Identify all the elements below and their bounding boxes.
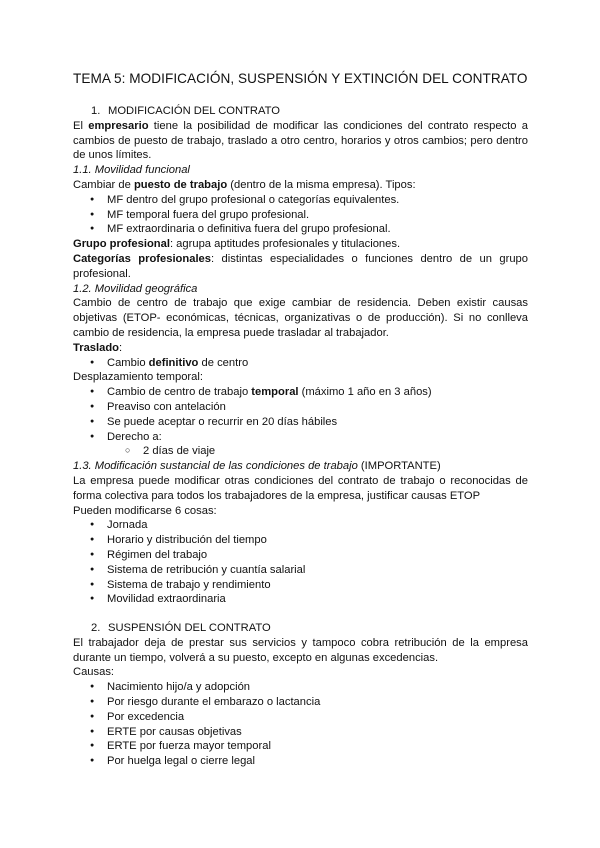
- list-item: ● Se puede aceptar o recurrir en 20 días hábiles: [73, 415, 528, 430]
- section-1-heading: 1. MODIFICACIÓN DEL CONTRATO: [91, 105, 280, 117]
- list-item: ● MF extraordinaria o definitiva fuera del grupo profesional.: [73, 222, 528, 237]
- list-item: ● MF dentro del grupo profesional o categorías equivalentes.: [73, 193, 528, 208]
- list-item: ● Horario y distribución del tiempo: [73, 533, 528, 548]
- list-item: ● Cambio definitivo de centro: [73, 356, 528, 371]
- list-item: ● ERTE por causas objetivas: [73, 725, 528, 740]
- grupo-profesional-definition: Grupo profesional: agrupa aptitudes profesionales y titulaciones.: [73, 238, 401, 251]
- list-item: ● Nacimiento hijo/a y adopción: [73, 680, 528, 695]
- list-item: ● Por excedencia: [73, 710, 528, 725]
- list-item: ● Por huelga legal o cierre legal: [73, 754, 528, 769]
- list-item: ● MF temporal fuera del grupo profesional.: [73, 208, 528, 223]
- list-item: ● ERTE por fuerza mayor temporal: [73, 739, 528, 754]
- section-2-text: El trabajador deja de prestar sus servicios y tampoco cobra retribución de la empresa durante un tiempo, volverá a su puesto, excepto en algunas excedencias.: [73, 636, 528, 664]
- causas-label: Causas:: [73, 666, 115, 679]
- list-item: ● Derecho a:: [73, 430, 528, 445]
- movilidad-funcional-list: [73, 193, 528, 237]
- modificables-intro: Pueden modificarse 6 cosas:: [73, 504, 217, 517]
- sub-list-item: ○ 2 días de viaje: [73, 444, 528, 459]
- document-body: [73, 104, 528, 769]
- subsection-1-1-title: 1.1. Movilidad funcional: [73, 164, 190, 177]
- list-item: ● Sistema de retribución y cuantía salarial: [73, 563, 528, 578]
- list-item: ● Sistema de trabajo y rendimiento: [73, 578, 528, 593]
- movilidad-geografica-text: Cambio de centro de trabajo que exige cambiar de residencia. Deben existir causas objetivas (ETOP- económicas, técnicas, organizativas o de producción). Si no conlleva cambio de residencia, la empresa puede trasladar al trabajador.: [73, 297, 528, 339]
- section-spacer: [73, 607, 528, 621]
- derecho-sublist: [73, 444, 528, 459]
- causas-list: [73, 680, 528, 769]
- list-item: ● Por riesgo durante el embarazo o lactancia: [73, 695, 528, 710]
- section-1-intro: El empresario tiene la posibilidad de modificar las condiciones del contrato respecto a cambios de puesto de trabajo, traslado a otro centro, horarios y otros cambios; pero dentro de unos límites.: [73, 119, 528, 162]
- list-item: ● Movilidad extraordinaria: [73, 592, 528, 607]
- section-2-heading: 2. SUSPENSIÓN DEL CONTRATO: [91, 622, 271, 635]
- categorias-profesionales-definition: Categorías profesionales: distintas especialidades o funciones dentro de un grupo profesional.: [73, 252, 528, 280]
- list-item: ● Cambio de centro de trabajo temporal (máximo 1 año en 3 años): [73, 385, 528, 400]
- desplazamiento-list: [73, 385, 528, 444]
- subsection-1-3-title: 1.3. Modificación sustancial de las condiciones de trabajo (IMPORTANTE): [73, 460, 441, 473]
- list-item: ● Jornada: [73, 518, 528, 533]
- list-item: ● Régimen del trabajo: [73, 548, 528, 563]
- desplazamiento-label: Desplazamiento temporal:: [73, 371, 203, 384]
- modificacion-sustancial-text: La empresa puede modificar otras condiciones del contrato de trabajo o reconocidas de forma colectiva para todos los trabajadores de la empresa, justificar causas ETOP: [73, 474, 528, 502]
- traslado-list: [73, 356, 528, 371]
- movilidad-funcional-text: Cambiar de puesto de trabajo (dentro de la misma empresa). Tipos:: [73, 178, 416, 191]
- modificables-list: [73, 518, 528, 607]
- traslado-label: Traslado:: [73, 341, 123, 354]
- list-item: ● Preaviso con antelación: [73, 400, 528, 415]
- subsection-1-2-title: 1.2. Movilidad geográfica: [73, 282, 198, 295]
- document-title: TEMA 5: MODIFICACIÓN, SUSPENSIÓN Y EXTINCIÓN DEL CONTRATO: [73, 71, 528, 86]
